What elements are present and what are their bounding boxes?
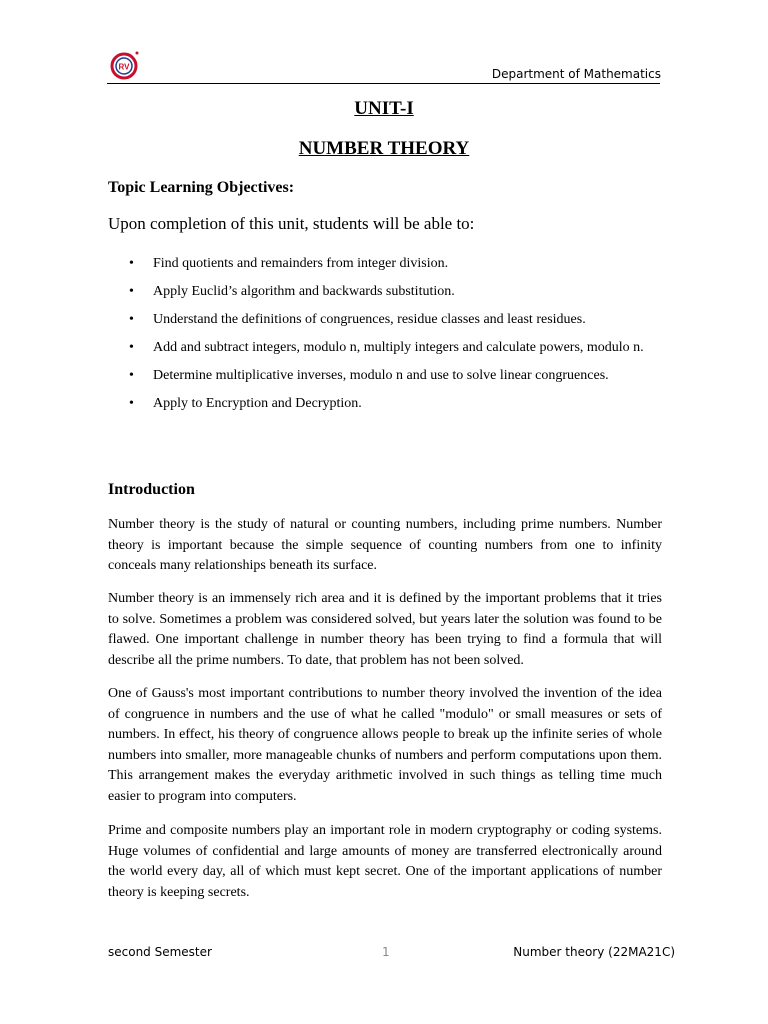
objectives-list xyxy=(108,250,668,418)
list-item xyxy=(108,362,668,390)
paragraph: Number theory is the study of natural or counting numbers, including prime numbers. Number theory is important because the simple sequence of counting numbers from one to infinity conceals many relationships beneath its surface. xyxy=(108,517,662,573)
list-item xyxy=(108,250,668,278)
bullet-icon: • xyxy=(129,284,134,299)
bullet-icon: • xyxy=(129,368,134,383)
unit-title: UNIT-I xyxy=(354,98,414,119)
list-item xyxy=(108,278,668,306)
objectives-heading: Topic Learning Objectives: xyxy=(108,179,295,196)
list-item xyxy=(108,390,668,418)
objective-text: Apply to Encryption and Decryption. xyxy=(153,396,362,411)
introduction-heading: Introduction xyxy=(108,481,195,498)
paragraph: One of Gauss's most important contributions to number theory involved the invention of the idea of congruence in numbers and the use of what he called "modulo" or small measures or sets of numbers. In effect, his theory of congruence allows people to break up the infinite series of whole numbers into smaller, more manageable chunks of numbers and perform computations upon them. This arrangement makes the everyday arithmetic involved in such things as telling time much easier to program into computers. xyxy=(108,686,662,804)
paragraph: Prime and composite numbers play an important role in modern cryptography or coding systems. Huge volumes of confidential and large amounts of money are transferred electronically around the world every day, all of which must kept secret. One of the important applications of number theory is keeping secrets. xyxy=(108,823,662,900)
page-number: 1 xyxy=(382,945,390,959)
footer-semester: second Semester xyxy=(108,945,212,959)
svg-text:RV: RV xyxy=(118,62,130,72)
objective-text: Find quotients and remainders from integer division. xyxy=(153,256,449,271)
footer-course: Number theory (22MA21C) xyxy=(513,945,675,959)
objectives-intro: Upon completion of this unit, students will be able to: xyxy=(108,214,475,233)
objective-text: Add and subtract integers, modulo n, multiply integers and calculate powers, modulo n. xyxy=(153,340,644,355)
objective-text: Understand the definitions of congruences, residue classes and least residues. xyxy=(153,312,586,327)
bullet-icon: • xyxy=(129,396,134,411)
list-item xyxy=(108,334,668,362)
paragraph: Number theory is an immensely rich area and it is defined by the important problems that it tries to solve. Sometimes a problem was considered solved, but years later the solution was found to be flawed. One important challenge in number theory has been trying to find a formula that will describe all the prime numbers. To date, that problem has not been solved. xyxy=(108,591,662,668)
bullet-icon: • xyxy=(129,312,134,327)
department-label: Department of Mathematics xyxy=(491,67,661,81)
header-divider xyxy=(107,83,660,84)
bullet-icon: • xyxy=(129,256,134,271)
list-item xyxy=(108,306,668,334)
page-title: NUMBER THEORY xyxy=(298,138,470,159)
rv-college-logo-icon xyxy=(109,50,141,80)
objective-text: Apply Euclid’s algorithm and backwards substitution. xyxy=(153,284,455,299)
objective-text: Determine multiplicative inverses, modulo n and use to solve linear congruences. xyxy=(153,368,609,383)
bullet-icon: • xyxy=(129,340,134,355)
